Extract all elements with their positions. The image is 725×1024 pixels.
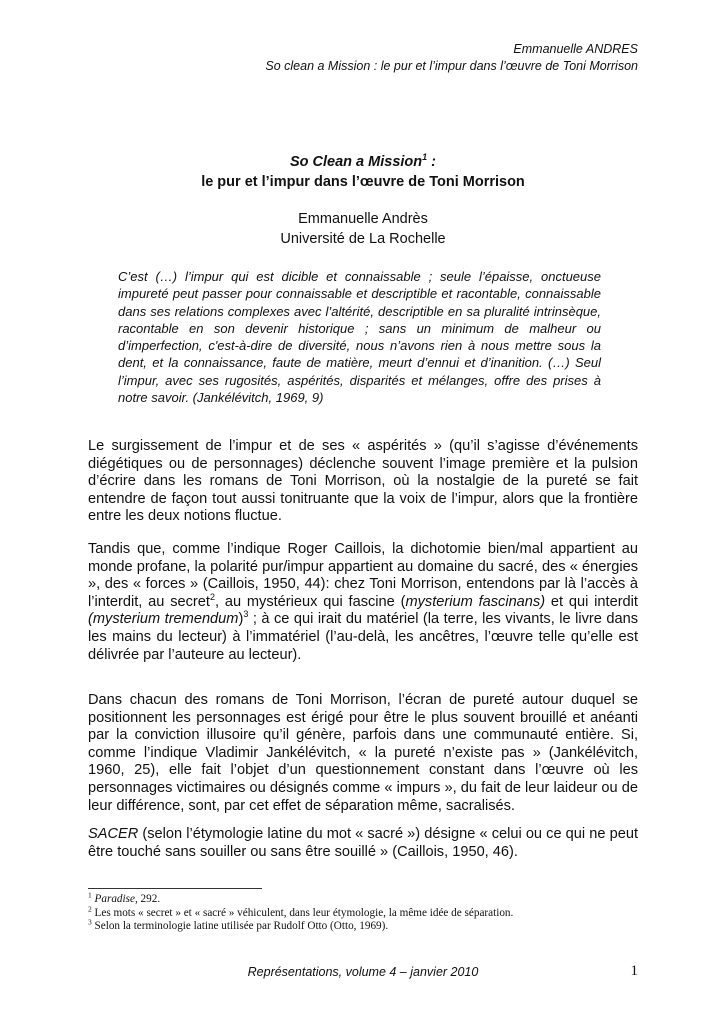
footnote-2-text: Les mots « secret » et « sacré » véhiculent, dans leur étymologie, la même idée de séparation. <box>91 906 514 919</box>
paragraph-2-part-e: ; à ce qui irait du matériel (la terre, les vivants, le livre dans les mains du lecteur) à l’immatériel (l’au-delà, les ancêtres, l’œuvre telle qu’elle est délivrée par l’auteure au lecteur). <box>88 611 638 663</box>
footnote-ref-2[interactable]: 2 <box>209 591 215 602</box>
footnote-2-number: 2 <box>88 903 92 913</box>
footnotes <box>88 890 638 934</box>
footnote-1-rest: , 292. <box>134 893 161 905</box>
article-affiliation: Université de La Rochelle <box>280 231 446 247</box>
latin-term-fascinans: mysterium fascinans) <box>405 593 546 610</box>
footnote-3-number: 3 <box>88 917 92 927</box>
title-block <box>88 152 638 249</box>
page-number: 1 <box>630 963 638 979</box>
latin-term-tremendum: (mysterium tremendum <box>88 611 239 628</box>
footnote-2 <box>88 903 638 921</box>
journal-footer: Représentations, volume 4 – janvier 2010 <box>247 965 479 979</box>
article-author: Emmanuelle Andrès <box>298 211 428 227</box>
footnote-3 <box>88 917 638 934</box>
paragraph-4-rest: (selon l’étymologie latine du mot « sacré ») désigne « celui ou ce qui ne peut être touché sans souiller ou sans être souillé » (Caillois, 1950, 46). <box>88 826 638 860</box>
footnote-divider <box>88 888 262 889</box>
paragraph-2 <box>88 541 638 664</box>
paragraph-3: Dans chacun des romans de Toni Morrison, l’écran de pureté autour duquel se positionnent les personnages est érigé pour être le plus souvent brouillé et anéanti par la conviction illusoire qu’il génère, parfois dans une communauté entière. Si, comme l’indique Vladimir Jankélévitch, « la pureté n’existe pas » (Jankélévitch, 1960, 25), elle fait l’objet d’un questionnement constant dans l’œuvre où les personnages victimaires ou désignés comme « impurs », du fait de leur laideur ou de leur différence, sont, par cet effet de séparation même, sacralisés. <box>88 692 638 814</box>
paragraph-4 <box>88 826 638 861</box>
sacer-term: SACER <box>88 826 139 842</box>
paragraph-2-part-d: ) <box>238 611 244 628</box>
article-title-text: So Clean a Mission <box>289 154 423 170</box>
title-colon: : <box>427 154 437 170</box>
header-short-title: So clean a Mission : le pur et l’impur dans l’œuvre de Toni Morrison <box>265 59 638 73</box>
paragraph-2-part-a: Tandis que, comme l’indique Roger Caillois, la dichotomie bien/mal appartient au monde profane, la polarité pur/impur appartient au domaine du sacré, des « énergies », des « forces » (Caillois, 1950, 44): chez Toni Morrison, entendons par là l’accès à l’interdit, au secret <box>88 541 638 610</box>
header-author: Emmanuelle ANDRES <box>513 42 638 56</box>
footnote-ref-3[interactable]: 3 <box>243 609 249 620</box>
paragraph-1: Le surgissement de l’impur et de ses « aspérités » (qu’il s’agisse d’événements diégétiques ou de personnages) déclenche souvent l’image première et la pulsion d’écrire dans les romans de Toni Morrison, où la nostalgie de la pureté se fait entendre de façon tout aussi tonitruante que la voix de l’impur, alors que la frontière entre les deux notions fluctue. <box>88 438 638 525</box>
epigraph-quote: C’est (…) l’impur qui est dicible et connaissable ; seule l’épaisse, onctueuse impureté peut passer pour connaissable et descriptible et racontable, connaissable dans ses relations complexes avec l’altérité, descriptible en sa pluralité intrinsèque, racontable en son devenir historique ; sans un minimum de malheur ou d’imperfection, c'est-à-dire de diversité, nous n’avons rien à nous mettre sous la dent, et la connaissance, faute de matière, meurt d’ennui et d’inanition. (…) Seul l’impur, avec ses rugosités, aspérités, disparités et mélanges, offre des prises à notre savoir. (Jankélévitch, 1969, 9) <box>118 269 601 406</box>
paragraph-2-part-c: et qui interdit <box>545 593 638 610</box>
article-title <box>88 152 638 172</box>
paragraph-2-part-b: , au mystérieux qui fascine ( <box>214 593 406 610</box>
footnote-1-number: 1 <box>88 890 92 900</box>
running-header <box>265 41 638 75</box>
footnote-1 <box>88 890 638 907</box>
title-footnote-ref[interactable]: 1 <box>422 152 428 163</box>
article-subtitle: le pur et l’impur dans l’œuvre de Toni Morrison <box>201 174 525 190</box>
footnote-3-text: Selon la terminologie latine utilisée par Rudolf Otto (Otto, 1969). <box>91 920 389 932</box>
footnote-1-title: Paradise <box>94 893 135 905</box>
